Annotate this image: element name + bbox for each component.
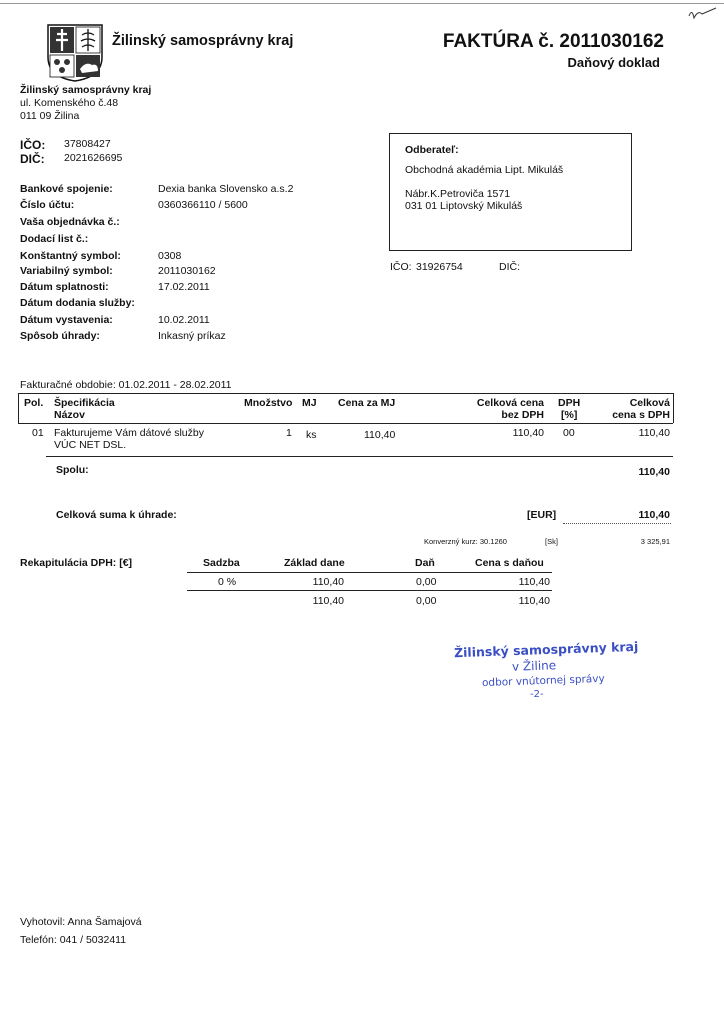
- billing-period: Fakturačné obdobie: 01.02.2011 - 28.02.2011: [20, 379, 232, 391]
- document-type: Daňový doklad: [567, 55, 660, 70]
- table-header-bottom: [18, 423, 673, 424]
- row-desc-2: VÚC NET DSL.: [54, 439, 127, 451]
- stamp-line-4: -2-: [530, 689, 544, 700]
- row-desc: Fakturujeme Vám dátové služby: [54, 427, 204, 439]
- detail-label: Variabilný symbol:: [20, 265, 113, 277]
- total-sum-value: 110,40: [638, 509, 670, 521]
- detail-label: Konštantný symbol:: [20, 250, 121, 262]
- detail-value: Dexia banka Slovensko a.s.2: [158, 183, 294, 195]
- page-top-edge: [0, 3, 724, 4]
- customer-ico-label: IČO:: [390, 261, 412, 273]
- vat-row-gross: 110,40: [518, 576, 550, 588]
- customer-ico: 31926754: [416, 261, 463, 273]
- supplier-city: 011 09 Žilina: [20, 110, 80, 122]
- vat-header-rate: Sadzba: [203, 557, 240, 569]
- vat-header-gross: Cena s daňou: [475, 557, 544, 569]
- detail-value: 17.02.2011: [158, 281, 210, 293]
- col-header-pol: Pol.: [24, 397, 44, 409]
- row-vat: 00: [563, 427, 575, 439]
- invoice-title: FAKTÚRA č. 2011030162: [442, 31, 664, 52]
- supplier-dic-label: DIČ:: [20, 152, 45, 166]
- detail-label: Číslo účtu:: [20, 199, 75, 211]
- handwritten-mark: [686, 4, 722, 24]
- row-unit: ks: [306, 429, 317, 441]
- detail-label: Spôsob úhrady:: [20, 330, 100, 342]
- col-header-vat: DPH: [558, 397, 581, 409]
- col-header-unit-price: Cena za MJ: [338, 397, 396, 409]
- customer-label: Odberateľ:: [405, 144, 459, 156]
- vat-total-tax: 0,00: [416, 595, 437, 607]
- col-header-total: Celková cena: [476, 397, 544, 409]
- table-top-border: [18, 393, 673, 394]
- vat-header-base: Základ dane: [284, 557, 345, 569]
- row-total: 110,40: [512, 427, 544, 439]
- conversion-value: 3 325,91: [640, 537, 670, 546]
- org-name-header: Žilinský samosprávny kraj: [112, 33, 294, 49]
- stamp-line-1: Žilinský samosprávny kraj: [453, 638, 639, 661]
- total-sum-label: Celková suma k úhrade:: [56, 509, 177, 521]
- col-header-total-sub: bez DPH: [501, 409, 544, 421]
- detail-value: Inkasný príkaz: [158, 330, 226, 342]
- supplier-ico: 37808427: [64, 138, 111, 150]
- detail-value: 0360366110 / 5600: [158, 199, 248, 211]
- spolu-label: Spolu:: [56, 464, 89, 476]
- supplier-street: ul. Komenského č.48: [20, 97, 119, 109]
- conversion-rate: Konverzný kurz: 30.1260: [424, 537, 507, 546]
- stamp-line-3: odbor vnútornej správy: [481, 672, 605, 690]
- issued-by: Vyhotovil: Anna Šamajová: [20, 916, 142, 928]
- row-unit-price: 110,40: [364, 429, 396, 441]
- col-header-unit: MJ: [302, 397, 317, 409]
- detail-label: Bankové spojenie:: [20, 183, 113, 195]
- customer-name: Obchodná akadémia Lipt. Mikuláš: [405, 164, 564, 176]
- col-header-gross: Celková: [629, 397, 670, 409]
- vat-recap-label: Rekapitulácia DPH: [€]: [20, 557, 133, 569]
- vat-row-rate: 0 %: [218, 576, 237, 588]
- total-sum-currency: [EUR]: [527, 509, 557, 521]
- total-sum-dotted-line: [563, 523, 671, 524]
- table-right-border: [673, 393, 674, 423]
- row-gross: 110,40: [638, 427, 670, 439]
- vat-header-tax: Daň: [415, 557, 435, 569]
- vat-row-base: 110,40: [312, 576, 344, 588]
- col-header-qty: Množstvo: [244, 397, 293, 409]
- col-header-spec: Špecifikácia: [54, 397, 115, 409]
- detail-label: Vaša objednávka č.:: [20, 216, 120, 228]
- spolu-value: 110,40: [638, 466, 670, 478]
- stamp-line-2: v Žiline: [511, 658, 557, 674]
- detail-label: Dodací list č.:: [20, 233, 89, 245]
- row-pol: 01: [32, 427, 44, 439]
- vat-row-tax: 0,00: [416, 576, 437, 588]
- supplier-ico-label: IČO:: [20, 138, 46, 152]
- customer-street: Nábr.K.Petroviča 1571: [405, 188, 511, 200]
- coat-of-arms-logo: [46, 23, 104, 83]
- detail-value: 10.02.2011: [158, 314, 210, 326]
- col-header-gross-sub: cena s DPH: [612, 409, 670, 421]
- detail-label: Dátum dodania služby:: [20, 297, 135, 309]
- phone: Telefón: 041 / 5032411: [20, 934, 127, 946]
- conversion-currency: [Sk]: [545, 537, 558, 546]
- vat-total-base: 110,40: [312, 595, 344, 607]
- supplier-dic: 2021626695: [64, 152, 123, 164]
- col-header-vat-sub: [%]: [561, 409, 578, 421]
- detail-label: Dátum splatnosti:: [20, 281, 109, 293]
- customer-city: 031 01 Liptovský Mikuláš: [405, 200, 523, 212]
- col-header-nazov: Názov: [54, 409, 85, 421]
- supplier-name: Žilinský samosprávny kraj: [20, 84, 152, 96]
- detail-value: 0308: [158, 250, 182, 262]
- detail-value: 2011030162: [158, 265, 216, 277]
- vat-header-line: [187, 572, 552, 573]
- table-left-border: [18, 393, 19, 423]
- vat-row-line: [187, 590, 552, 591]
- row-qty: 1: [286, 427, 292, 439]
- customer-dic-label: DIČ:: [499, 261, 520, 273]
- detail-label: Dátum vystavenia:: [20, 314, 113, 326]
- vat-total-gross: 110,40: [518, 595, 550, 607]
- table-body-bottom: [46, 456, 673, 457]
